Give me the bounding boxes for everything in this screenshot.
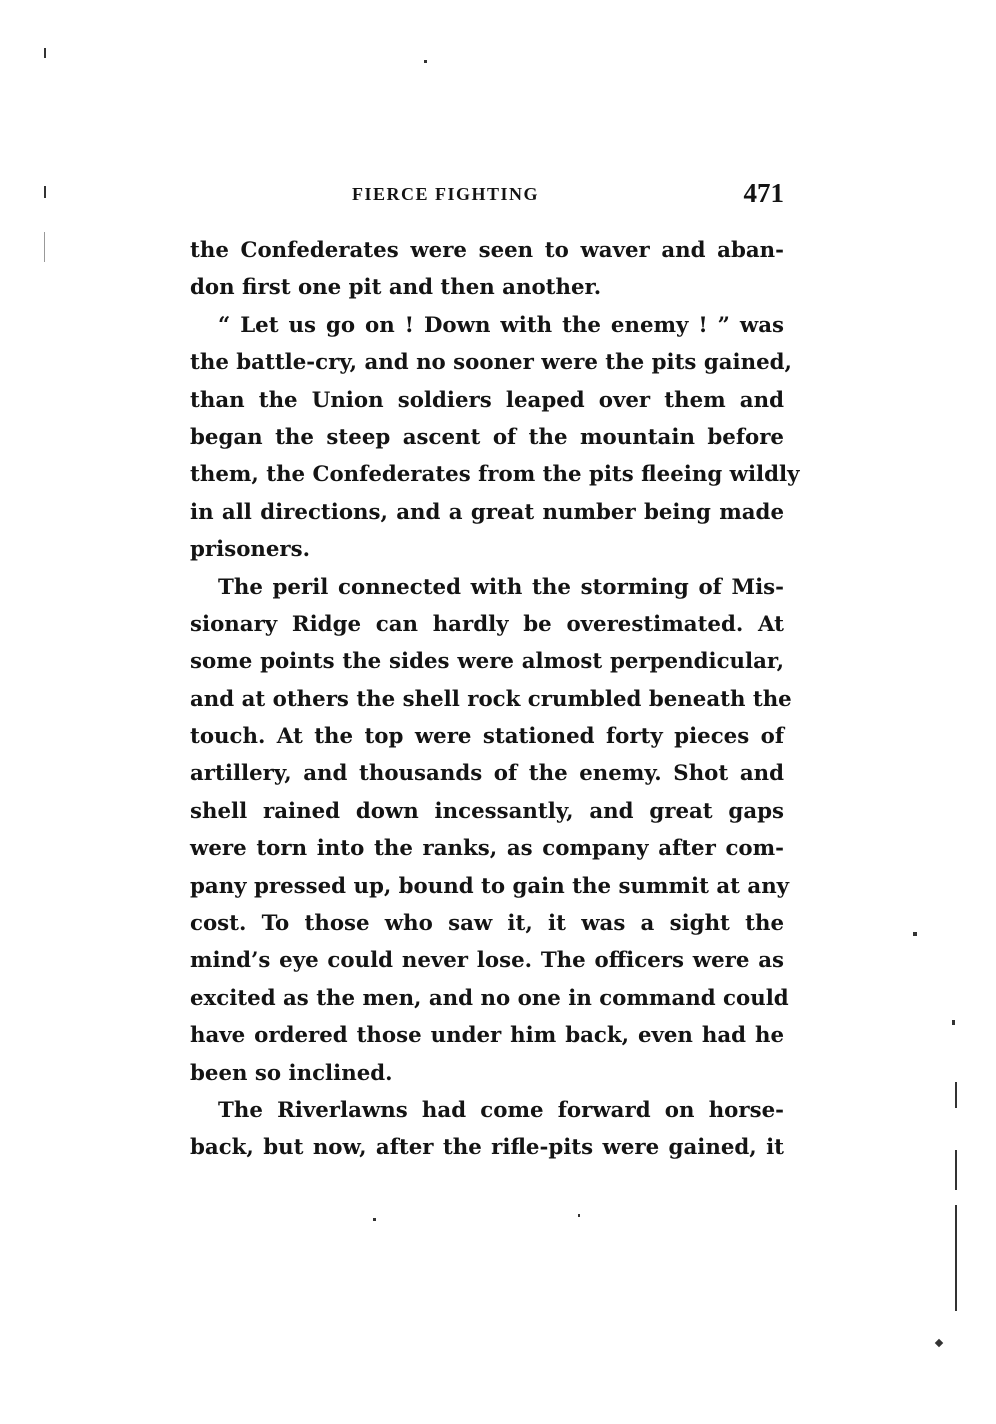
text-line: have ordered those under him back, even had he xyxy=(190,1023,784,1049)
text-line: pany pressed up, bound to gain the summit at any xyxy=(190,873,790,899)
scan-edge-line xyxy=(955,1082,957,1108)
text-line: in all directions, and a great number being made xyxy=(190,499,784,525)
text-line: been so inclined. xyxy=(190,1060,393,1086)
scan-edge-line xyxy=(955,1150,957,1190)
scan-speck xyxy=(424,60,427,63)
text-line: sionary Ridge can hardly be overestimated. At xyxy=(190,611,784,637)
text-line: touch. At the top were stationed forty pieces of xyxy=(190,724,784,750)
text-line: cost. To those who saw it, it was a sight the xyxy=(190,911,784,937)
running-head: FIERCE FIGHTING xyxy=(352,184,540,204)
body-text xyxy=(190,232,800,1167)
text-line: don first one pit and then another. xyxy=(190,275,602,301)
page-header xyxy=(190,178,784,218)
text-line: The Riverlawns had come forward on horse- xyxy=(218,1097,784,1123)
text-line: The peril connected with the storming of Mis- xyxy=(218,574,784,600)
page-number: 471 xyxy=(743,178,784,208)
scan-speck xyxy=(44,48,46,58)
text-line: some points the sides were almost perpendicular, xyxy=(190,649,784,675)
text-line: began the steep ascent of the mountain before xyxy=(190,424,784,450)
scan-speck xyxy=(44,186,46,198)
scan-edge-line xyxy=(955,1205,957,1311)
scan-speck xyxy=(44,232,45,262)
text-line: artillery, and thousands of the enemy. Shot and xyxy=(190,761,784,787)
text-line: shell rained down incessantly, and great gaps xyxy=(190,798,784,824)
text-line: “ Let us go on ! Down with the enemy ! ” was xyxy=(218,312,784,338)
text-line: than the Union soldiers leaped over them and xyxy=(190,387,784,413)
scan-speck xyxy=(952,1020,955,1025)
text-line: mind’s eye could never lose. The officers were as xyxy=(190,948,784,974)
text-line: prisoners. xyxy=(190,537,311,563)
text-line: were torn into the ranks, as company after com- xyxy=(190,836,784,862)
scan-speck xyxy=(373,1218,376,1221)
text-line: them, the Confederates from the pits fleeing wildly xyxy=(190,462,800,488)
text-line: excited as the men, and no one in command could xyxy=(190,985,789,1011)
scan-speck xyxy=(578,1214,580,1217)
text-line: the battle-cry, and no sooner were the pits gained, xyxy=(190,350,792,376)
text-line: back, but now, after the rifle-pits were gained, it xyxy=(190,1135,784,1161)
scan-speck xyxy=(935,1339,943,1347)
text-line: and at others the shell rock crumbled beneath the xyxy=(190,686,792,712)
scan-speck xyxy=(913,932,917,936)
text-line: the Confederates were seen to waver and aban- xyxy=(190,238,784,263)
